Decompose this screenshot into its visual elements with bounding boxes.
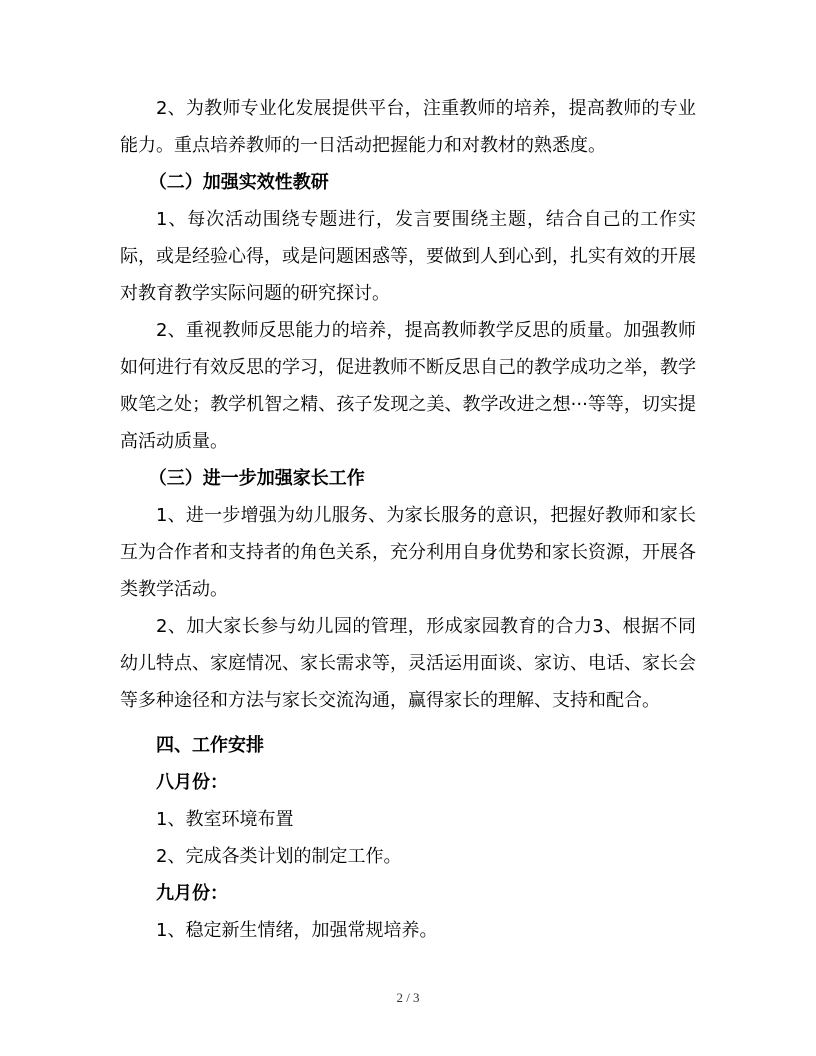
month-heading-august: 八月份： [156,772,228,793]
paragraph-teacher-platform: 2、为教师专业化发展提供平台，注重教师的培养，提高教师的专业能力。重点培养教师的一日活动把握能力和对教材的熟悉度。 [120,98,696,156]
list-item-plans: 2、完成各类计划的制定工作。 [156,846,402,867]
section-heading-parent-work: （三）进一步加强家长工作 [148,468,365,489]
spacer [120,719,696,727]
paragraph-parent-participation: 2、加大家长参与幼儿园的管理，形成家园教育的合力3、根据不同幼儿特点、家庭情况、家长需求等，灵活运用面谈、家访、电话、家长会等多种途径和方法与家长交流沟通，赢得家长的理解、支持和配合。 [120,616,696,711]
paragraph-service-awareness: 1、进一步增强为幼儿服务、为家长服务的意识，把握好教师和家长互为合作者和支持者的角色关系，充分利用自身优势和家长资源，开展各类教学活动。 [120,505,696,600]
document-body [120,90,696,949]
month-heading-september: 九月份： [156,883,228,904]
list-item-stabilize-emotions: 1、稳定新生情绪，加强常规培养。 [156,920,438,941]
section-heading-effective-research: （二）加强实效性教研 [148,172,329,193]
list-item-classroom-environment: 1、教室环境布置 [156,809,294,830]
section-heading-work-schedule: 四、工作安排 [156,735,264,756]
paragraph-reflection-ability: 2、重视教师反思能力的培养，提高教师教学反思的质量。加强教师如何进行有效反思的学习，促进教师不断反思自己的教学成功之举，教学败笔之处；教学机智之精、孩子发现之美、教学改进之想···等等，切实提高活动质量。 [120,320,696,452]
paragraph-topic-activities: 1、每次活动围绕专题进行，发言要围绕主题，结合自己的工作实际，或是经验心得，或是问题困惑等，要做到人到心到，扎实有效的开展对教育教学实际问题的研究探讨。 [120,209,696,304]
page-number: 2 / 3 [396,990,420,1005]
